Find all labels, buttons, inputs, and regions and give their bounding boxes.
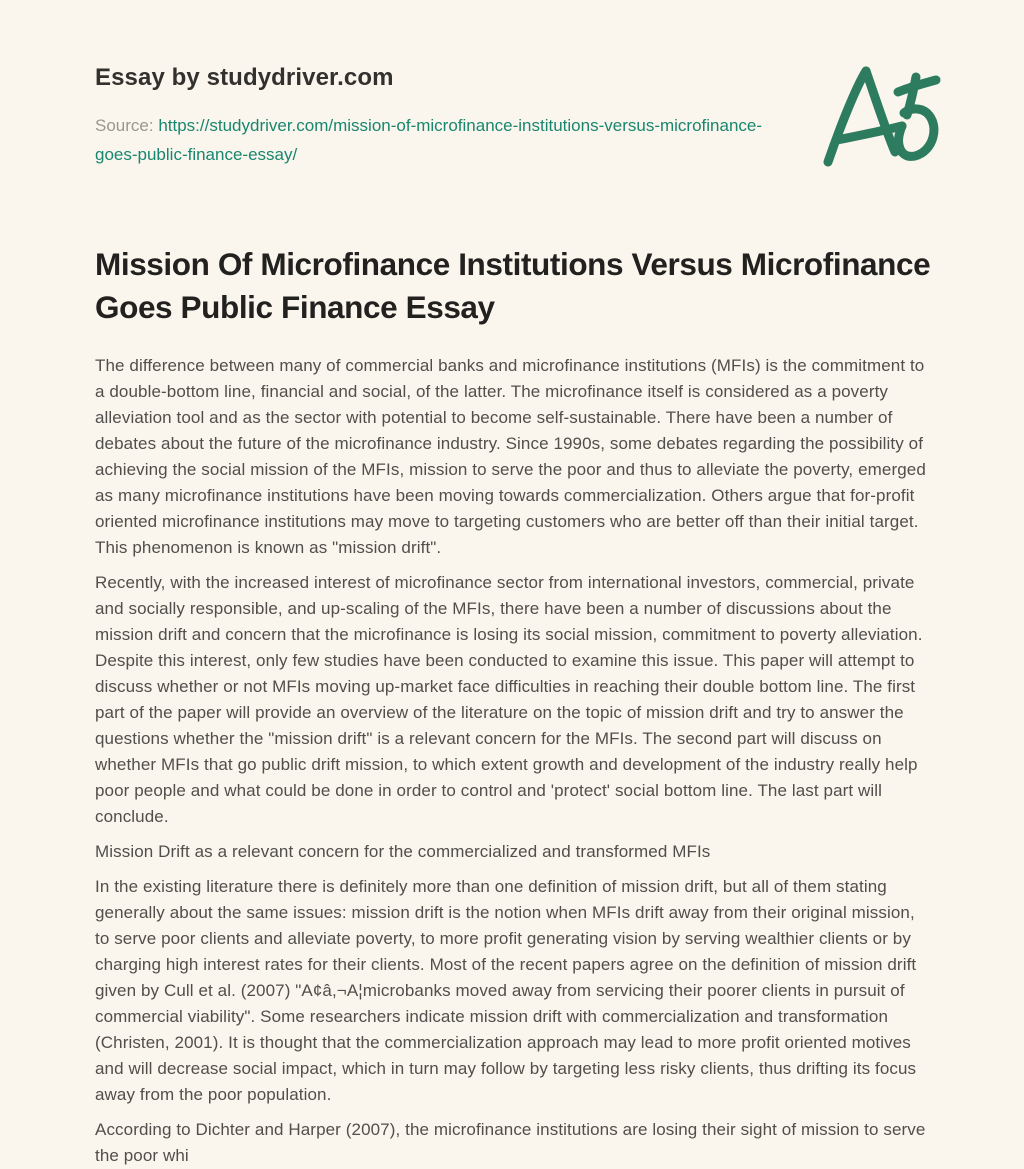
source-url-link[interactable]: https://studydriver.com/mission-of-microfinance-institutions-versus-microfinance-goes-public-finance-essay/ <box>95 116 763 164</box>
paragraph-intro: The difference between many of commercial banks and microfinance institutions (MFIs) is the commitment to a double-bottom line, financial and social, of the latter. The microfinance itself is considered as a poverty alleviation tool and as the sector with potential to become self-sustainable. There have been a number of debates about the future of the microfinance industry. Since 1990s, some debates regarding the possibility of achieving the social mission of the MFIs, mission to serve the poor and thus to alleviate the poverty, emerged as many microfinance institutions have been moving towards commercialization. Others argue that for-profit oriented microfinance institutions may move to targeting customers who are better off than their initial target. This phenomenon is known as "mission drift". <box>95 356 926 557</box>
essay-body <box>95 353 931 1169</box>
paragraph-dichter-harper-truncated: According to Dichter and Harper (2007), the microfinance institutions are losing their sight of mission to serve the poor whi <box>95 1120 926 1165</box>
essay-title: Mission Of Microfinance Institutions Versus Microfinance Goes Public Finance Essay <box>95 246 931 325</box>
section-heading-mission-drift: Mission Drift as a relevant concern for the commercialized and transformed MFIs <box>95 842 711 861</box>
studydriver-a-plus-logo <box>818 55 948 177</box>
source-label: Source: <box>95 116 154 135</box>
paragraph-definitions: In the existing literature there is definitely more than one definition of mission drift, but all of them stating generally about the same issues: mission drift is the notion when MFIs drift away from their original mission, to serve poor clients and alleviate poverty, to more profit generating vision by serving wealthier clients or by charging high interest rates for their clients. Most of the recent papers agree on the definition of mission drift given by Cull et al. (2007) "A¢â,¬A¦microbanks moved away from servicing their poorer clients in pursuit of commercial viability". Some researchers indicate mission drift with commercialization and transformation (Christen, 2001). It is thought that the commercialization approach may lead to more profit oriented motives and will decrease social impact, which in turn may follow by targeting less risky clients, thus drifting its focus away from the poor population. <box>95 877 917 1104</box>
paragraph-overview: Recently, with the increased interest of microfinance sector from international investors, commercial, private and socially responsible, and up-scaling of the MFIs, there have been a number of discussions about the mission drift and concern that the microfinance is losing its social mission, commitment to poverty alleviation. Despite this interest, only few studies have been conducted to examine this issue. This paper will attempt to discuss whether or not MFIs moving up-market face difficulties in reaching their double bottom line. The first part of the paper will provide an overview of the literature on the topic of mission drift and try to answer the questions whether the "mission drift" is a relevant concern for the MFIs. The second part will discuss on whether MFIs that go public drift mission, to which extent growth and development of the industry really help poor people and what could be done in order to control and 'protect' social bottom line. The last part will conclude. <box>95 573 923 826</box>
source-line <box>95 111 795 169</box>
byline-heading: Essay by studydriver.com <box>95 64 394 91</box>
